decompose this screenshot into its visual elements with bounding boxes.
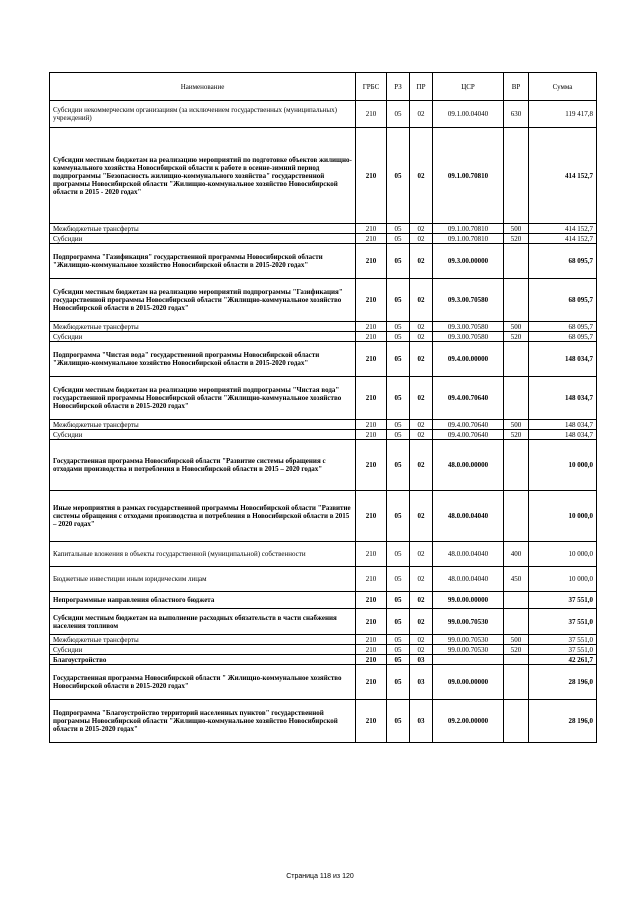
cell-pr: 02	[410, 592, 433, 609]
cell-grbs: 210	[356, 244, 387, 279]
cell-pr: 02	[410, 244, 433, 279]
cell-name: Межбюджетные трансферты	[50, 635, 356, 645]
cell-sum: 10 000,0	[529, 440, 597, 491]
cell-csr: 09.1.00.04040	[433, 101, 504, 128]
cell-vr: 450	[504, 567, 529, 592]
cell-grbs: 210	[356, 234, 387, 244]
cell-pr: 02	[410, 322, 433, 332]
cell-csr: 09.0.00.00000	[433, 665, 504, 700]
cell-name: Подпрограмма "Газификация" государственной программы Новосибирской области "Жилищно-коммунальное хозяйство Новосибирской области в 2015-2020 годах"	[50, 244, 356, 279]
cell-vr	[504, 700, 529, 743]
cell-sum: 119 417,8	[529, 101, 597, 128]
table-row	[50, 420, 597, 430]
table-row	[50, 224, 597, 234]
cell-vr	[504, 655, 529, 665]
cell-vr	[504, 491, 529, 542]
cell-vr: 520	[504, 430, 529, 440]
cell-name: Субсидии местным бюджетам на реализацию мероприятий подпрограммы "Газификация" государственной программы Новосибирской области "Жилищно-коммунальное хозяйство Новосибирской области в 2015-2020 годах"	[50, 279, 356, 322]
cell-grbs: 210	[356, 645, 387, 655]
header-csr: ЦСР	[433, 73, 504, 101]
cell-grbs: 210	[356, 430, 387, 440]
cell-name: Бюджетные инвестиции иным юридическим лицам	[50, 567, 356, 592]
cell-rz: 05	[387, 342, 410, 377]
cell-grbs: 210	[356, 609, 387, 635]
cell-csr: 99.0.00.00000	[433, 592, 504, 609]
cell-pr: 03	[410, 700, 433, 743]
cell-sum: 28 196,0	[529, 665, 597, 700]
table-row	[50, 234, 597, 244]
cell-sum: 37 551,0	[529, 609, 597, 635]
cell-rz: 05	[387, 430, 410, 440]
table-row	[50, 700, 597, 743]
cell-grbs: 210	[356, 224, 387, 234]
cell-csr: 48.0.00.04040	[433, 491, 504, 542]
cell-csr: 09.1.00.70810	[433, 224, 504, 234]
table-row	[50, 645, 597, 655]
cell-name: Субсидии	[50, 234, 356, 244]
cell-vr: 500	[504, 322, 529, 332]
table-row	[50, 279, 597, 322]
cell-grbs: 210	[356, 101, 387, 128]
table-row	[50, 655, 597, 665]
cell-sum: 10 000,0	[529, 567, 597, 592]
cell-grbs: 210	[356, 128, 387, 224]
cell-pr: 02	[410, 430, 433, 440]
cell-grbs: 210	[356, 655, 387, 665]
cell-pr: 02	[410, 279, 433, 322]
cell-vr	[504, 377, 529, 420]
cell-rz: 05	[387, 609, 410, 635]
cell-name: Иные мероприятия в рамках государственной программы Новосибирской области "Развитие системы обращения с отходами производства и потребления в Новосибирской области в 2015 – 2020 годах"	[50, 491, 356, 542]
cell-name: Подпрограмма "Чистая вода" государственной программы Новосибирской области "Жилищно-коммунальное хозяйство Новосибирской области в 2015-2020 годах"	[50, 342, 356, 377]
cell-sum: 148 034,7	[529, 377, 597, 420]
table-row	[50, 322, 597, 332]
cell-vr	[504, 279, 529, 322]
cell-name: Подпрограмма "Благоустройство территорий населенных пунктов" государственной программы Новосибирской области "Жилищно-коммунальное хозяйство Новосибирской области в 2015-2020 годах"	[50, 700, 356, 743]
cell-pr: 02	[410, 342, 433, 377]
table-row	[50, 665, 597, 700]
cell-rz: 05	[387, 655, 410, 665]
cell-name: Капитальные вложения в объекты государственной (муниципальной) собственности	[50, 542, 356, 567]
cell-grbs: 210	[356, 440, 387, 491]
table-row	[50, 635, 597, 645]
cell-csr: 09.1.00.70810	[433, 128, 504, 224]
cell-name: Непрограммные направления областного бюджета	[50, 592, 356, 609]
header-pr: ПР	[410, 73, 433, 101]
cell-vr: 520	[504, 234, 529, 244]
cell-sum: 68 095,7	[529, 244, 597, 279]
cell-vr	[504, 609, 529, 635]
cell-grbs: 210	[356, 342, 387, 377]
cell-pr: 02	[410, 377, 433, 420]
cell-pr: 02	[410, 645, 433, 655]
cell-rz: 05	[387, 322, 410, 332]
cell-rz: 05	[387, 635, 410, 645]
cell-csr: 48.0.00.04040	[433, 542, 504, 567]
cell-rz: 05	[387, 440, 410, 491]
cell-vr: 520	[504, 332, 529, 342]
header-vr: ВР	[504, 73, 529, 101]
cell-pr: 02	[410, 128, 433, 224]
cell-csr: 09.3.00.70580	[433, 279, 504, 322]
cell-name: Государственная программа Новосибирской области "Развитие системы обращения с отходами производства и потребления в Новосибирской области в 2015 – 2020 годах"	[50, 440, 356, 491]
cell-sum: 148 034,7	[529, 420, 597, 430]
budget-table	[49, 72, 597, 743]
cell-name: Субсидии	[50, 645, 356, 655]
cell-sum: 37 551,0	[529, 635, 597, 645]
table-row	[50, 128, 597, 224]
cell-vr: 520	[504, 645, 529, 655]
cell-rz: 05	[387, 101, 410, 128]
cell-pr: 02	[410, 635, 433, 645]
cell-sum: 68 095,7	[529, 332, 597, 342]
table-row	[50, 101, 597, 128]
table-row	[50, 542, 597, 567]
cell-name: Субсидии	[50, 332, 356, 342]
cell-vr	[504, 128, 529, 224]
table-row	[50, 491, 597, 542]
cell-name: Межбюджетные трансферты	[50, 322, 356, 332]
cell-vr: 400	[504, 542, 529, 567]
cell-grbs: 210	[356, 332, 387, 342]
page-number: Страница 118 из 120	[286, 873, 354, 880]
cell-sum: 28 196,0	[529, 700, 597, 743]
cell-rz: 05	[387, 592, 410, 609]
cell-csr: 99.0.00.70530	[433, 609, 504, 635]
cell-grbs: 210	[356, 279, 387, 322]
cell-rz: 05	[387, 700, 410, 743]
cell-grbs: 210	[356, 700, 387, 743]
cell-pr: 02	[410, 224, 433, 234]
cell-pr: 02	[410, 101, 433, 128]
cell-rz: 05	[387, 234, 410, 244]
cell-pr: 02	[410, 542, 433, 567]
cell-vr: 500	[504, 420, 529, 430]
cell-csr: 09.3.00.00000	[433, 244, 504, 279]
cell-vr: 630	[504, 101, 529, 128]
cell-sum: 68 095,7	[529, 322, 597, 332]
cell-name: Субсидии местным бюджетам на реализацию мероприятий подпрограммы "Чистая вода" государственной программы Новосибирской области "Жилищно-коммунальное хозяйство Новосибирской области в 2015-2020 годах"	[50, 377, 356, 420]
cell-rz: 05	[387, 645, 410, 655]
cell-rz: 05	[387, 567, 410, 592]
cell-csr: 09.3.00.70580	[433, 332, 504, 342]
table-header-row	[50, 73, 597, 101]
cell-rz: 05	[387, 279, 410, 322]
table-row	[50, 567, 597, 592]
cell-csr: 99.0.00.70530	[433, 645, 504, 655]
cell-sum: 68 095,7	[529, 279, 597, 322]
cell-rz: 05	[387, 224, 410, 234]
table-row	[50, 377, 597, 420]
cell-csr: 09.3.00.70580	[433, 322, 504, 332]
cell-pr: 03	[410, 665, 433, 700]
cell-csr: 09.4.00.70640	[433, 430, 504, 440]
header-name: Наименование	[50, 73, 356, 101]
cell-csr: 09.2.00.00000	[433, 700, 504, 743]
cell-sum: 42 261,7	[529, 655, 597, 665]
cell-vr	[504, 244, 529, 279]
table-row	[50, 430, 597, 440]
cell-vr: 500	[504, 635, 529, 645]
cell-name: Благоустройство	[50, 655, 356, 665]
header-grbs: ГРБС	[356, 73, 387, 101]
cell-grbs: 210	[356, 665, 387, 700]
cell-pr: 02	[410, 609, 433, 635]
cell-vr	[504, 342, 529, 377]
cell-rz: 05	[387, 244, 410, 279]
cell-grbs: 210	[356, 592, 387, 609]
cell-sum: 148 034,7	[529, 430, 597, 440]
cell-pr: 03	[410, 655, 433, 665]
cell-sum: 414 152,7	[529, 224, 597, 234]
table-row	[50, 244, 597, 279]
cell-csr: 99.0.00.70530	[433, 635, 504, 645]
cell-sum: 10 000,0	[529, 542, 597, 567]
cell-name: Субсидии некоммерческим организациям (за исключением государственных (муниципальных) учреждений)	[50, 101, 356, 128]
cell-grbs: 210	[356, 542, 387, 567]
cell-grbs: 210	[356, 420, 387, 430]
cell-name: Субсидии	[50, 430, 356, 440]
cell-pr: 02	[410, 491, 433, 542]
cell-csr: 48.0.00.00000	[433, 440, 504, 491]
cell-rz: 05	[387, 420, 410, 430]
cell-name: Межбюджетные трансферты	[50, 420, 356, 430]
cell-grbs: 210	[356, 635, 387, 645]
table-row	[50, 332, 597, 342]
cell-rz: 05	[387, 377, 410, 420]
cell-csr: 09.4.00.00000	[433, 342, 504, 377]
header-rz: РЗ	[387, 73, 410, 101]
table-row	[50, 609, 597, 635]
cell-sum: 414 152,7	[529, 128, 597, 224]
cell-sum: 10 000,0	[529, 491, 597, 542]
cell-rz: 05	[387, 491, 410, 542]
table-row	[50, 440, 597, 491]
cell-grbs: 210	[356, 322, 387, 332]
table-row	[50, 342, 597, 377]
cell-name: Межбюджетные трансферты	[50, 224, 356, 234]
cell-rz: 05	[387, 665, 410, 700]
cell-grbs: 210	[356, 491, 387, 542]
cell-rz: 05	[387, 542, 410, 567]
cell-rz: 05	[387, 332, 410, 342]
cell-vr	[504, 440, 529, 491]
cell-pr: 02	[410, 332, 433, 342]
cell-csr: 09.4.00.70640	[433, 420, 504, 430]
cell-grbs: 210	[356, 377, 387, 420]
cell-csr: 09.1.00.70810	[433, 234, 504, 244]
cell-pr: 02	[410, 567, 433, 592]
cell-rz: 05	[387, 128, 410, 224]
cell-csr: 48.0.00.04040	[433, 567, 504, 592]
cell-pr: 02	[410, 420, 433, 430]
cell-sum: 414 152,7	[529, 234, 597, 244]
cell-csr: 09.4.00.70640	[433, 377, 504, 420]
cell-name: Субсидии местным бюджетам на выполнение расходных обязательств в части снабжения населения топливом	[50, 609, 356, 635]
cell-name: Субсидии местным бюджетам на реализацию мероприятий по подготовке объектов жилищно-коммунального хозяйства Новосибирской области к работе в осенне-зимний период подпрограммы "Безопасность жилищно-коммунального хозяйства" государственной программы Новосибирской области "Жилищно-коммунальное хозяйство Новосибирской области в 2015 - 2020 годах"	[50, 128, 356, 224]
cell-sum: 37 551,0	[529, 592, 597, 609]
cell-vr: 500	[504, 224, 529, 234]
cell-sum: 37 551,0	[529, 645, 597, 655]
cell-vr	[504, 665, 529, 700]
cell-vr	[504, 592, 529, 609]
cell-name: Государственная программа Новосибирской области " Жилищно-коммунальное хозяйство Новосибирской области в 2015-2020 годах"	[50, 665, 356, 700]
cell-grbs: 210	[356, 567, 387, 592]
header-sum: Сумма	[529, 73, 597, 101]
table-row	[50, 592, 597, 609]
cell-sum: 148 034,7	[529, 342, 597, 377]
cell-pr: 02	[410, 440, 433, 491]
cell-pr: 02	[410, 234, 433, 244]
cell-csr	[433, 655, 504, 665]
